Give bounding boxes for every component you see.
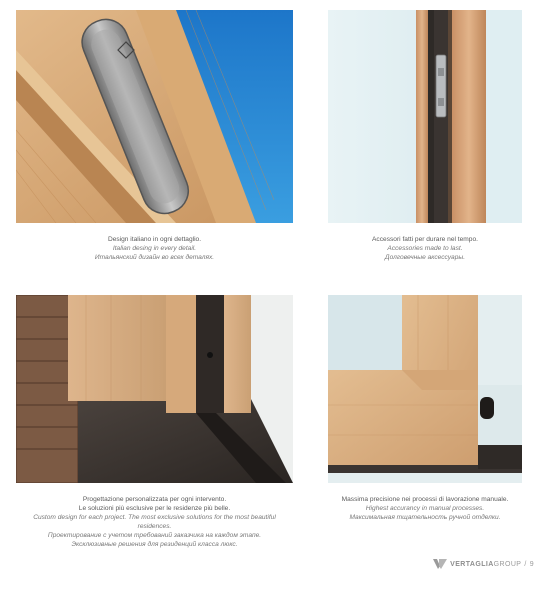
window-handle-illustration [16, 10, 293, 223]
caption-italian: Design italiano in ogni dettaglio. [107, 236, 202, 243]
photo-window-handle [16, 10, 293, 223]
vertaglia-logo-icon [433, 559, 447, 569]
caption-russian: Долговечные аксессуары. [384, 254, 466, 261]
caption-italian: Massima precisione nei processi di lavorazione manuale. [341, 496, 509, 503]
caption-russian: Максимальная тщательность ручной отделки. [349, 514, 501, 521]
window-corner-illustration [328, 295, 522, 483]
caption-italian-2: Le soluzioni più esclusive per le residenze più belle. [78, 505, 231, 512]
brand-name: VERTAGLIAGROUP [450, 560, 522, 568]
caption-precision [328, 495, 522, 522]
caption-custom-design [16, 495, 293, 549]
page-separator: / [524, 560, 527, 568]
caption-russian: Проектирование с учетом требований заказчика на каждом этапе. [47, 532, 262, 539]
sliding-door-illustration [16, 295, 293, 483]
caption-italian: Progettazione personalizzata per ogni intervento. [82, 496, 227, 503]
photo-accessories [328, 10, 522, 223]
caption-italian: Accessori fatti per durare nel tempo. [372, 236, 478, 243]
accessories-illustration [328, 10, 522, 223]
caption-english: Accessories made to last. [387, 245, 463, 252]
caption-english: Highest accurancy in manual processes. [365, 505, 485, 512]
page-footer [433, 559, 534, 569]
caption-handle [16, 235, 293, 262]
caption-english: Custom design for each project. The most exclusive solutions for the most beautiful residences. [33, 514, 276, 530]
page-number: 9 [529, 560, 534, 568]
caption-english: Italian desing in every detail. [112, 245, 197, 252]
caption-accessories [328, 235, 522, 262]
caption-russian: Итальянский дизайн во всех деталях. [94, 254, 215, 261]
photo-precision [328, 295, 522, 483]
caption-russian-2: Эксклюзивные решения для резиденций класса люкс. [71, 541, 238, 548]
photo-custom-design [16, 295, 293, 483]
